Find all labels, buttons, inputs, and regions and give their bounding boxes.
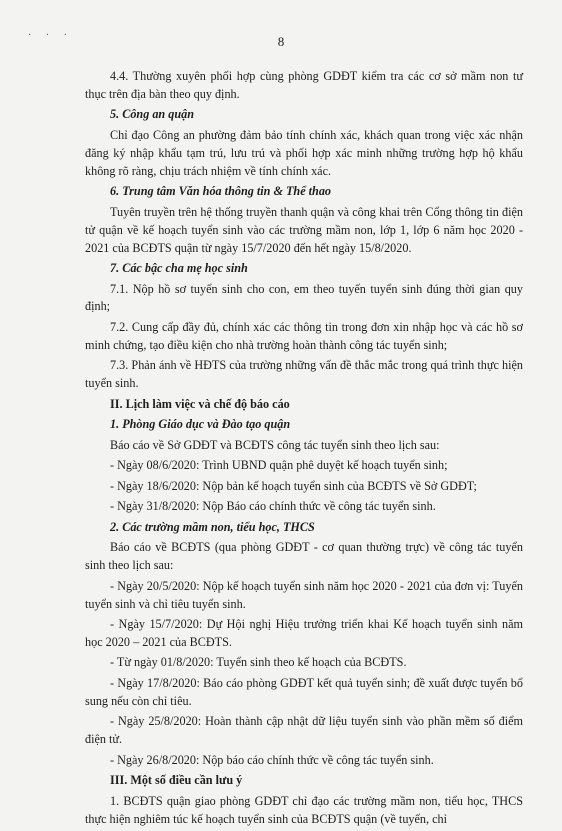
- paragraph: 1. BCĐTS quận giao phòng GDĐT chỉ đạo các trường mầm non, tiểu học, THCS thực hiện nghiêm túc kế hoạch tuyển sinh của BCĐTS quận (về tuyến, chỉ: [85, 793, 523, 826]
- paragraph: - Ngày 20/5/2020: Nộp kế hoạch tuyển sinh năm học 2020 - 2021 của đơn vị: Tuyến tuyển sinh và chỉ tiêu tuyển sinh.: [85, 578, 523, 611]
- paragraph: - Ngày 26/8/2020: Nộp báo cáo chính thức về công tác tuyển sinh.: [110, 752, 434, 767]
- paragraph: Tuyên truyền trên hệ thống truyền thanh quận và công khai trên Cổng thông tin điện tử quận về kế hoạch tuyển sinh vào các trường mầm non, lớp 1, lớp 6 năm học 2020 - 2021 của BCĐTS quận từ ngày 15/7/2020 đến hết ngày 15/8/2020.: [85, 204, 523, 255]
- scan-specks: · · ·: [28, 30, 73, 41]
- paragraph: Báo cáo về BCĐTS (qua phòng GDĐT - cơ quan thường trực) về công tác tuyển sinh theo lịch sau:: [85, 540, 523, 573]
- section-heading: 2. Các trường mầm non, tiểu học, THCS: [110, 519, 315, 534]
- section-heading: 1. Phòng Giáo dục và Đào tạo quận: [110, 417, 291, 432]
- paragraph: 4.4. Thường xuyên phối hợp cùng phòng GDĐT kiểm tra các cơ sở mầm non tư thục trên địa bàn theo quy định.: [85, 69, 523, 101]
- paragraph: - Ngày 31/8/2020: Nộp Báo cáo chính thức về công tác tuyển sinh.: [110, 499, 436, 514]
- paragraph: - Ngày 18/6/2020: Nộp bản kế hoạch tuyển sinh của BCĐTS về Sở GDĐT;: [110, 478, 477, 493]
- paragraph: 7.1. Nộp hồ sơ tuyển sinh cho con, em theo tuyến tuyển sinh đúng thời gian quy định;: [85, 281, 523, 314]
- paragraph: - Ngày 08/6/2020: Trình UBND quận phê duyệt kế hoạch tuyển sinh;: [110, 458, 448, 473]
- section-heading: II. Lịch làm việc và chế độ báo cáo: [110, 396, 290, 411]
- section-heading: 6. Trung tâm Văn hóa thông tin & Thể thao: [110, 184, 332, 199]
- paragraph: - Từ ngày 01/8/2020: Tuyển sinh theo kế hoạch của BCĐTS.: [110, 655, 407, 670]
- section-heading: III. Một số điều cần lưu ý: [110, 773, 243, 788]
- paragraph: 7.2. Cung cấp đầy đủ, chính xác các thông tin trong đơn xin nhập học và các hồ sơ minh chứng, tạo điều kiện cho nhà trường hoàn thành công tác tuyển sinh;: [85, 319, 523, 352]
- page-number: 8: [277, 34, 285, 49]
- paragraph: - Ngày 17/8/2020: Báo cáo phòng GDĐT kết quả tuyển sinh; đề xuất được tuyển bổ sung nếu còn chỉ tiêu.: [85, 675, 523, 708]
- paragraph: Báo cáo về Sở GDĐT và BCĐTS công tác tuyển sinh theo lịch sau:: [110, 437, 440, 452]
- section-heading: 5. Công an quận: [110, 107, 194, 122]
- paragraph: - Ngày 25/8/2020: Hoàn thành cập nhật dữ liệu tuyển sinh vào phần mềm số điểm điện tử.: [85, 714, 523, 747]
- section-heading: 7. Các bậc cha mẹ học sinh: [110, 261, 248, 276]
- document-body: [85, 68, 523, 831]
- paragraph: 7.3. Phản ánh về HĐTS của trường những vấn đề thắc mắc trong quá trình thực hiện tuyển sinh.: [85, 358, 523, 391]
- paragraph: - Ngày 15/7/2020: Dự Hội nghị Hiệu trưởng triển khai Kế hoạch tuyển sinh năm học 2020 – 2021 của BCĐTS.: [85, 617, 523, 649]
- paragraph: Chỉ đạo Công an phường đảm bảo tính chính xác, khách quan trong việc xác nhận đăng ký nhập khẩu tạm trú, lưu trú và phối hợp xác minh những trường hợp hộ khẩu không rõ ràng, chịu trách nhiệm về tính chính xác.: [85, 127, 523, 178]
